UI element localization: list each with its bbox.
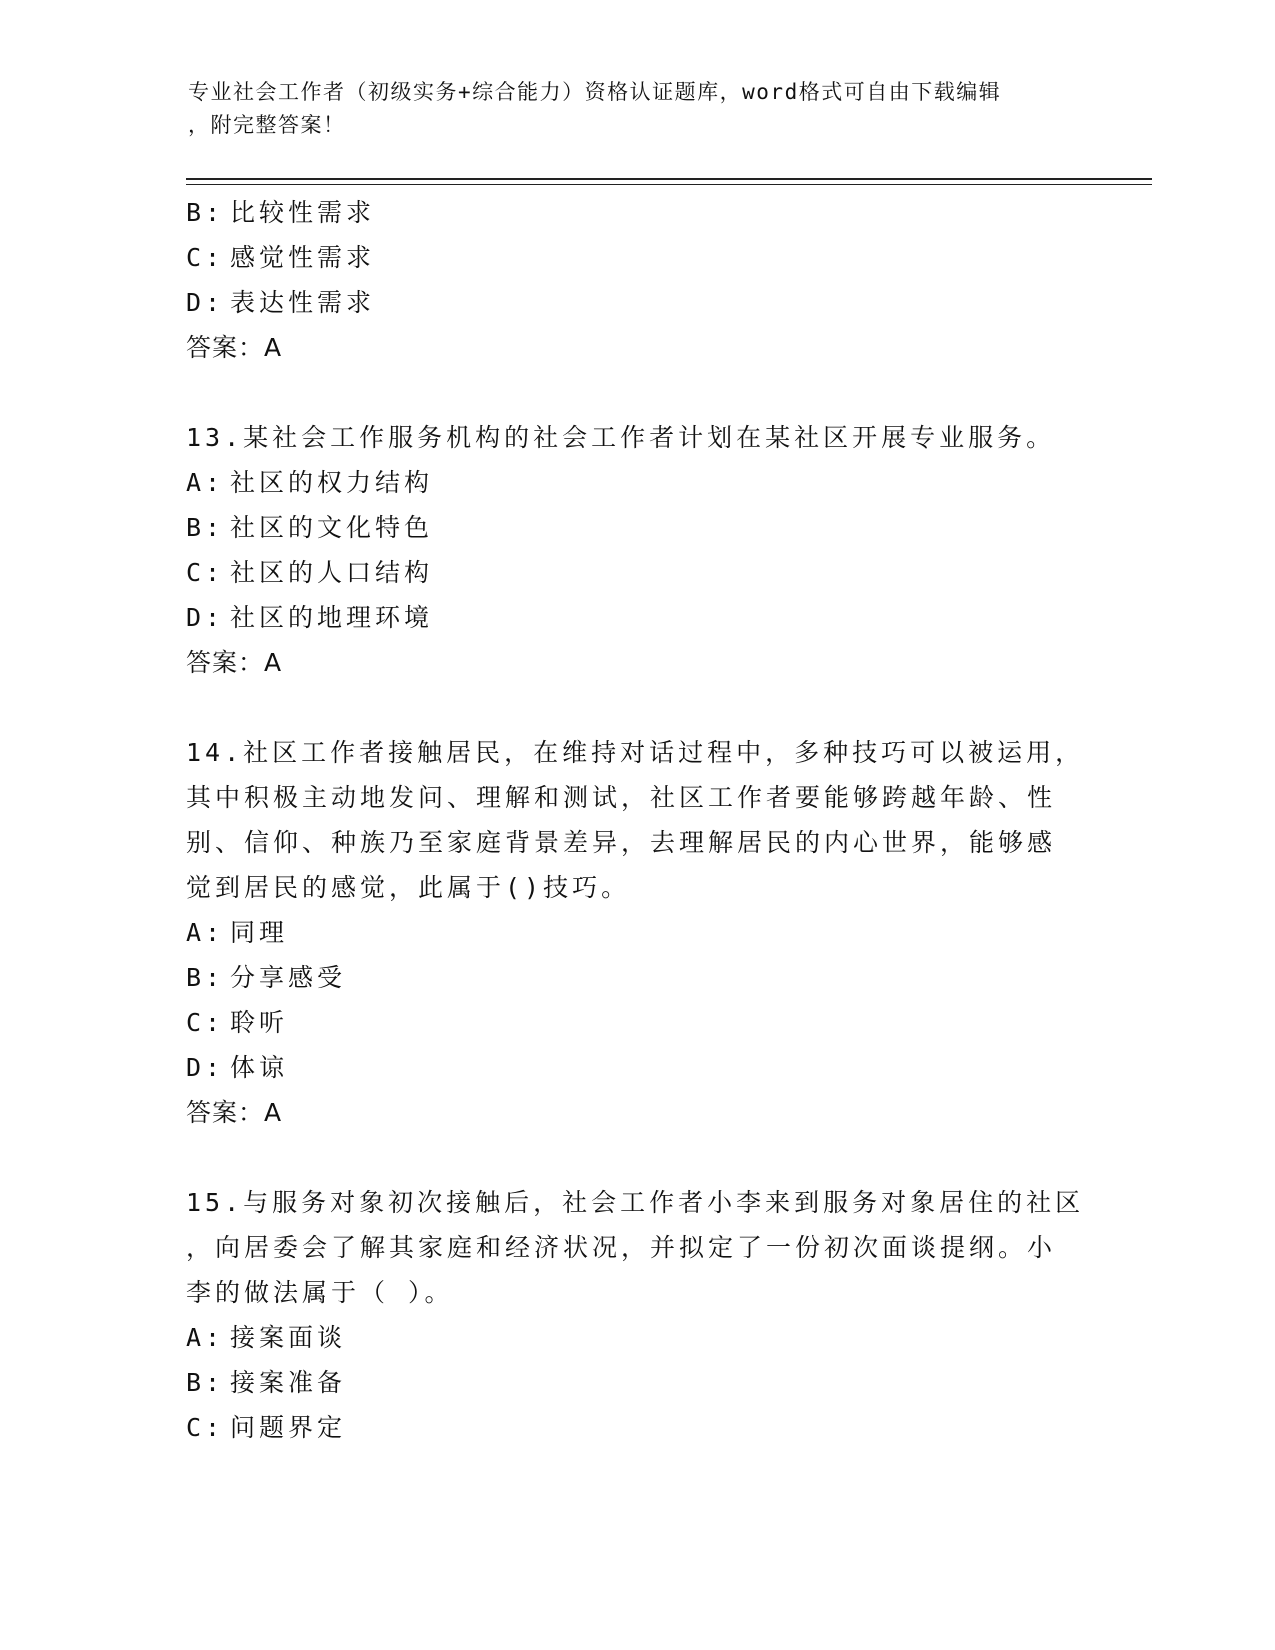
question-stem-line: 觉到居民的感觉，此属于()技巧。 <box>186 873 631 902</box>
question-12-tail <box>186 190 1076 370</box>
option-d <box>186 280 1076 325</box>
question-stem-line: 14.社区工作者接触居民，在维持对话过程中，多种技巧可以被运用， <box>186 738 1085 767</box>
option-letter: A: <box>186 918 225 947</box>
option-text: 同理 <box>230 918 289 947</box>
question-stem-line: ，向居委会了解其家庭和经济状况，并拟定了一份初次面谈提纲。小 <box>186 1233 1057 1262</box>
option-text: 接案面谈 <box>230 1323 347 1352</box>
answer: 答案：A <box>186 648 283 677</box>
header-rule <box>186 178 1152 180</box>
option-text: 体谅 <box>230 1053 289 1082</box>
question-stem-line: 李的做法属于（ ）。 <box>186 1278 454 1307</box>
option-text: 社区的地理环境 <box>230 603 434 632</box>
header-rule-thin <box>186 184 1152 185</box>
option-letter: C: <box>186 1413 225 1442</box>
option-c <box>186 1405 1076 1450</box>
option-letter: A: <box>186 468 225 497</box>
option-text: 感觉性需求 <box>230 243 376 272</box>
option-letter: D: <box>186 288 225 317</box>
question-13 <box>186 415 1076 685</box>
option-c <box>186 1000 1076 1045</box>
spacer <box>186 685 1076 730</box>
option-text: 社区的文化特色 <box>230 513 434 542</box>
option-letter: A: <box>186 1323 225 1352</box>
question-stem: 13.某社会工作服务机构的社会工作者计划在某社区开展专业服务。 <box>186 423 1056 452</box>
spacer <box>186 1135 1076 1180</box>
question-14 <box>186 730 1085 1135</box>
option-b <box>186 1360 1076 1405</box>
option-text: 接案准备 <box>230 1368 347 1397</box>
page-header <box>188 76 1088 142</box>
option-b <box>186 190 1076 235</box>
option-letter: D: <box>186 1053 225 1082</box>
option-b <box>186 505 1076 550</box>
question-stem-line: 别、信仰、种族乃至家庭背景差异，去理解居民的内心世界，能够感 <box>186 828 1057 857</box>
header-line-1: 专业社会工作者（初级实务+综合能力）资格认证题库，word格式可自由下载编辑 <box>188 80 1002 104</box>
question-stem-line: 15.与服务对象初次接触后，社会工作者小李来到服务对象居住的社区 <box>186 1188 1085 1217</box>
option-letter: C: <box>186 1008 225 1037</box>
spacer <box>186 370 1076 415</box>
option-d <box>186 1045 1076 1090</box>
option-d <box>186 595 1076 640</box>
option-text: 社区的权力结构 <box>230 468 434 497</box>
answer: 答案：A <box>186 333 283 362</box>
option-text: 问题界定 <box>230 1413 347 1442</box>
option-text: 社区的人口结构 <box>230 558 434 587</box>
option-b <box>186 955 1076 1000</box>
option-a <box>186 910 1076 955</box>
answer: 答案：A <box>186 1098 283 1127</box>
option-letter: B: <box>186 513 225 542</box>
option-letter: B: <box>186 198 225 227</box>
option-a <box>186 460 1076 505</box>
header-line-2: ，附完整答案！ <box>188 113 346 137</box>
option-text: 聆听 <box>230 1008 289 1037</box>
option-letter: B: <box>186 1368 225 1397</box>
option-c <box>186 235 1076 280</box>
question-stem-line: 其中积极主动地发问、理解和测试，社区工作者要能够跨越年龄、性 <box>186 783 1057 812</box>
option-letter: B: <box>186 963 225 992</box>
option-letter: D: <box>186 603 225 632</box>
option-text: 表达性需求 <box>230 288 376 317</box>
option-text: 比较性需求 <box>230 198 376 227</box>
option-c <box>186 550 1076 595</box>
option-text: 分享感受 <box>230 963 347 992</box>
option-letter: C: <box>186 243 225 272</box>
option-a <box>186 1315 1076 1360</box>
option-letter: C: <box>186 558 225 587</box>
question-content <box>186 190 1085 1450</box>
question-15 <box>186 1180 1085 1450</box>
